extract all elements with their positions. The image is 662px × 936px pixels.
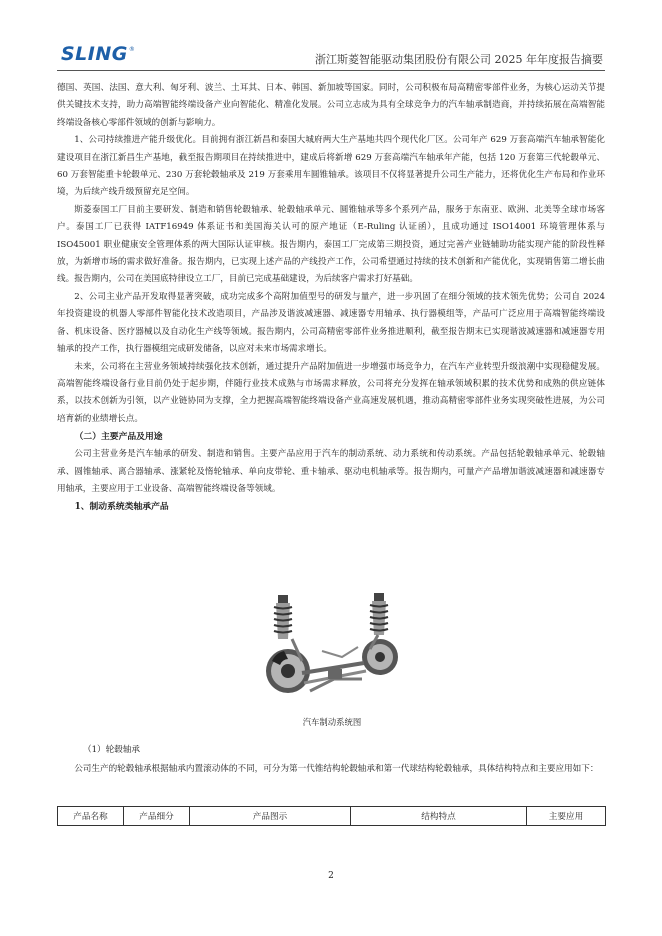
table-header-row	[58, 807, 606, 826]
page-number: 2	[328, 871, 334, 881]
paragraph: 1、公司持续推进产能升级优化。目前拥有浙江新昌和泰国大城府两大生产基地共四个现代化厂区。公司年产 629 万套高端汽车轴承智能化建设项目在浙江新昌生产基地，截至报告期项目在持续推进中，建成后将新增 629 万套高端汽车轴承年产能，包括 120 万套第三代轮毂单元、60 万套智能重卡轮毂单元、230 万套轮毂轴承及 219 万套乘用车圆锥轴承。该项目不仅将显著提升公司生产能力，还将优化生产布局和作业环境，为后续产线升级预留充足空间。	[57, 135, 605, 198]
subsection-title: （1）轮毂轴承	[83, 745, 141, 755]
page-header	[57, 40, 605, 71]
logo-text: SLING	[61, 43, 128, 65]
product-table	[57, 806, 606, 826]
paragraph: 公司主营业务是汽车轴承的研发、制造和销售。主要产品应用于汽车的制动系统、动力系统和传动系统。产品包括轮毂轴承单元、轮毂轴承、圆锥轴承、离合器轴承、涨紧轮及惰轮轴承、单向皮带轮、重卡轴承、驱动电机轴承等。报告期内，可量产产品增加谐波减速器和减速器专用轴承，主要应用于工业设备、高端智能终端设备等领域。	[57, 449, 605, 494]
company-logo	[61, 42, 135, 66]
paragraph-wheel-bearing	[57, 761, 605, 778]
car-brake-suspension-icon	[262, 591, 402, 709]
paragraph: 未来，公司将在主营业务领域持续强化技术创新，通过提升产品附加值进一步增强市场竞争力，在汽车产业转型升级浪潮中实现稳健发展。高端智能终端设备行业目前仍处于起步期，伴随行业技术成熟与市场需求释放，公司将充分发挥在轴承领域积累的技术优势和成熟的供应链体系，以技术创新为引领，以产业链协同为支撑，全力把握高端智能终端设备产业高速发展机遇，推动高精密零部件业务实现突破性进展，为公司培育新的业绩增长点。	[57, 361, 605, 424]
report-title: 浙江斯菱智能驱动集团股份有限公司 2025 年年度报告摘要	[315, 53, 603, 66]
figure-caption: 汽车制动系统图	[302, 717, 362, 727]
logo-registered-mark: ®	[128, 45, 135, 53]
paragraph: 2、公司主业产品开发取得显著突破，成功完成多个高附加值型号的研发与量产，进一步巩固了在细分领域的技术领先优势；公司自 2024 年投资建设的机器人零部件智能化技术改造项目，产品涉及谐波减速器、减速器专用轴承、执行器模组等，产品可广泛应用于高端智能终端设备、机床设备、医疗器械以及自动化生产线等领域。报告期内，公司高精密零部件业务推进顺利，截至报告期末已实现谐波减速器和减速器专用轴承的投产工作，执行器模组完成研发储备，以应对未来市场需求增长。	[57, 291, 605, 355]
table-header-cell: 产品名称	[58, 807, 124, 826]
paragraph: 公司生产的轮毂轴承根据轴承内置滚动体的不同，可分为第一代锥结构轮毂轴承和第一代球结构轮毂轴承，具体结构特点和主要应用如下：	[74, 764, 599, 774]
table-header-cell: 结构特点	[351, 807, 527, 826]
subsection-heading: 1、制动系统类轴承产品	[74, 502, 169, 513]
table-header-cell: 主要应用	[527, 807, 606, 826]
paragraph: 德国、英国、法国、意大利、匈牙利、波兰、土耳其、日本、韩国、新加坡等国家。同时，公司积极布局高精密零部件业务，为核心运动关节提供关键技术支持，助力高端智能终端设备产业向智能化、精准化发展。公司立志成为具有全球竞争力的汽车轴承制造商，并持续拓展在高端智能终端设备核心零部件领域的创新与影响力。	[57, 83, 605, 128]
table-header-cell: 产品细分	[124, 807, 190, 826]
brake-system-figure	[262, 591, 402, 709]
table-header-cell: 产品图示	[190, 807, 351, 826]
paragraph: 斯菱泰国工厂目前主要研发、制造和销售轮毂轴承、轮毂轴承单元、圆锥轴承等多个系列产品，服务于东南亚、欧洲、北美等全球市场客户。泰国工厂已获得 IATF16949 体系证书和美国海关认可的原产地证（E-Ruling 认证函），且成功通过 ISO14001 环境管理体系与 ISO45001 职业健康安全管理体系的两大国际认证审核。报告期内，泰国工厂完成第三期投资，通过完善产业链辅助功能实现产能的阶段性释放，为新增市场的需求做好准备。报告期内，已实现上述产品的产线投产工作，公司希望通过持续的技术创新和产能优化，实现销售第二增长曲线。报告期内，公司在美国底特律设立工厂，目前已完成基础建设，为后续客户需求打好基础。	[57, 204, 605, 285]
section-heading: （二）主要产品及用途	[74, 432, 163, 443]
body-text	[57, 80, 605, 516]
